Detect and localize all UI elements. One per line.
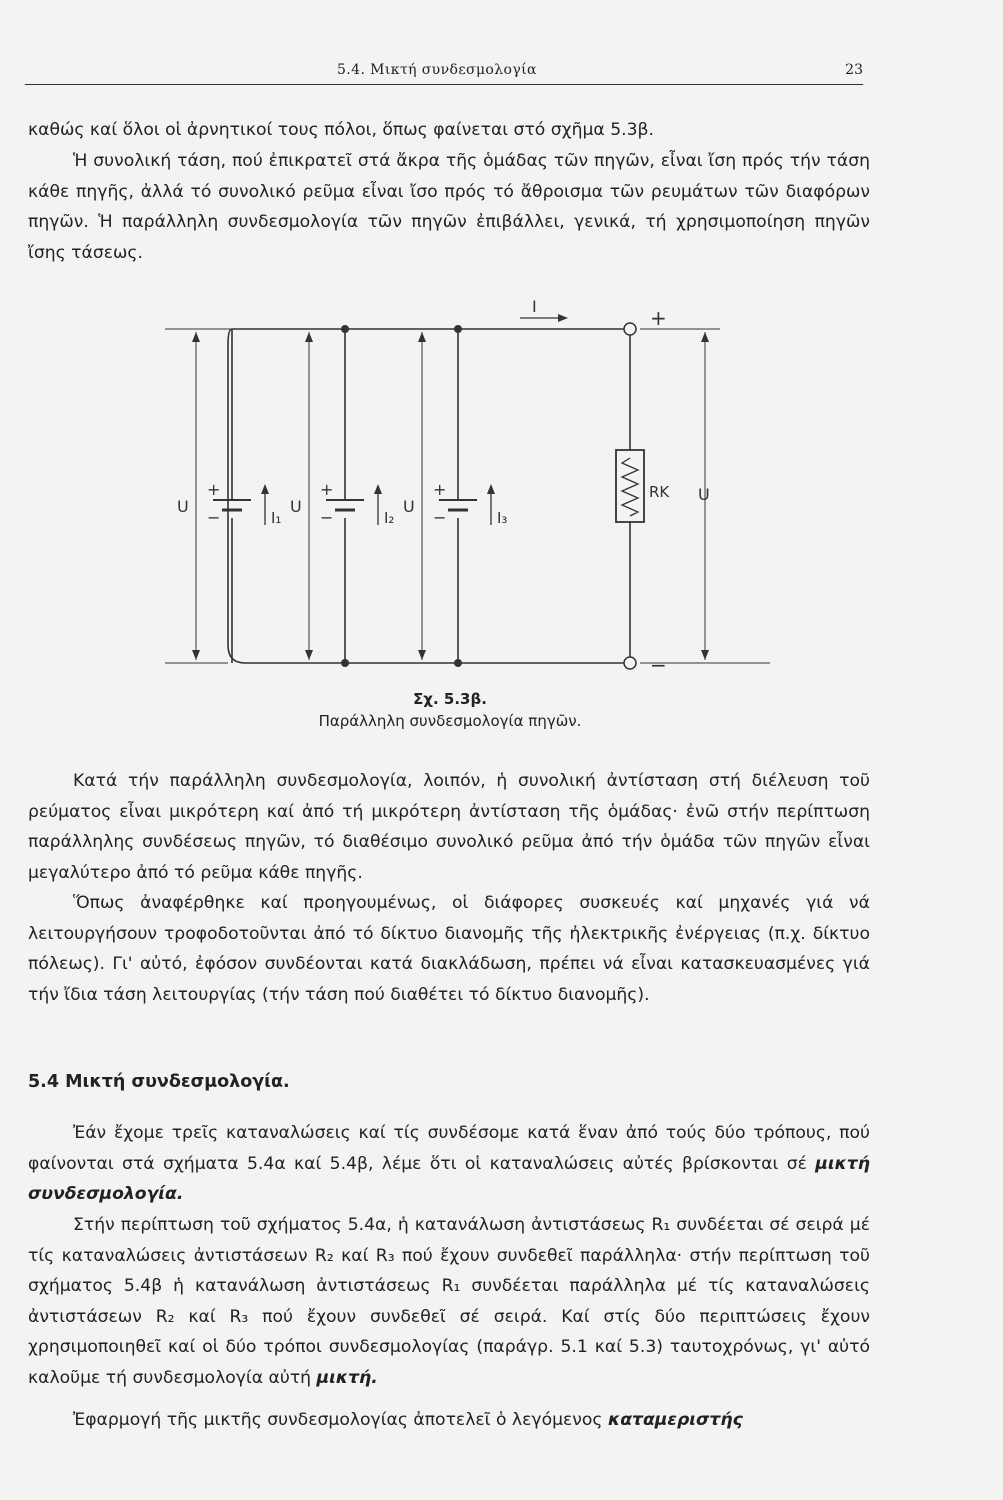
para6-emphasis: μικτή.	[316, 1367, 378, 1388]
section-paragraph-7	[28, 1405, 870, 1436]
running-header	[25, 58, 863, 85]
section-heading: 5.4 Μικτή συνδεσμολογία.	[28, 1072, 290, 1092]
label-plus-terminal: +	[650, 306, 667, 330]
section-paragraph-5	[28, 1118, 870, 1210]
body-paragraph-4: Ὅπως ἀναφέρθηκε καί προηγουμένως, οἱ διάφορες συσκευές καί μηχανές γιά νά λειτουργήσουν τροφοδοτοῦνται ἀπό τό δίκτυο διανομῆς τῆς ἠλεκτρικῆς ἐνέργειας (π.χ. δίκτυο πόλεως). Γι' αὐτό, ἐφόσον συνδέονται κατά διακλάδωση, πρέπει νά εἶναι κατασκευασμένες γιά τήν ἴδια τάση λειτουργίας (τήν τάση πού διαθέτει τό δίκτυο διανομῆς).	[28, 893, 870, 1005]
para7-text: Ἐφαρμογή τῆς μικτῆς συνδεσμολογίας ἀποτελεῖ ὁ λεγόμενος	[73, 1410, 608, 1430]
label-u3: U	[403, 497, 415, 516]
label-i2: I₂	[384, 509, 395, 527]
intro-paragraph-2: Ἡ συνολική τάση, πού ἐπικρατεῖ στά ἄκρα τῆς ὁμάδας τῶν πηγῶν, εἶναι ἴση πρός τήν τάση κάθε πηγῆς, ἀλλά τό συνολικό ρεῦμα εἶναι ἴσο πρός τό ἄθροισμα τῶν ρευμάτων τῶν διαφόρων πηγῶν. Ἡ παράλληλη συνδεσμολογία τῶν πηγῶν ἐπιβάλλει, γενικά, τή χρησιμοποίηση πηγῶν ἴσης τάσεως.	[28, 151, 870, 263]
page-number: 23	[845, 62, 863, 78]
parallel-sources-circuit-diagram	[0, 290, 1003, 690]
battery1-minus: −	[207, 508, 221, 527]
para5-emphasis: μικτή συνδεσμολογία.	[28, 1153, 870, 1204]
para5-text: Ἐάν ἔχομε τρεῖς καταναλώσεις καί τίς συνδέσομε κατά ἕναν ἀπό τούς δύο τρόπους, πού φαίνονται στά σχήματα 5.4α καί 5.4β, λέμε ὅτι οἱ καταναλώσεις αὐτές βρίσκονται σέ	[28, 1123, 870, 1174]
battery3-minus: −	[433, 508, 447, 527]
label-minus-terminal: −	[650, 653, 667, 677]
label-u2: U	[290, 497, 302, 516]
label-current-i: I	[532, 297, 537, 316]
label-u1: U	[177, 497, 189, 516]
para6-text: Στήν περίπτωση τοῦ σχήματος 5.4α, ἡ κατανάλωση ἀντιστάσεως R₁ συνδέεται σέ σειρά μέ τίς καταναλώσεις ἀντιστάσεων R₂ καί R₃ πού ἔχουν συνδεθεῖ παράλληλα· στήν περίπτωση τοῦ σχήματος 5.4β ἡ κατανάλωση ἀντιστάσεως R₁ συνδέεται παράλληλα μέ τίς καταναλώσεις ἀντιστάσεων R₂ καί R₃ πού ἔχουν συνδεθεῖ σέ σειρά. Καί στίς δύο περιπτώσεις ἔχουν χρησιμοποιηθεῖ καί οἱ δύο τρόποι συνδεσμολογίας (παράγρ. 5.1 καί 5.3) ταυτοχρόνως, γι' αὐτό καλοῦμε τή συνδεσμολογία αὐτή	[28, 1215, 870, 1388]
label-i3: I₃	[497, 509, 508, 527]
figure-caption-text: Παράλληλη συνδεσμολογία πηγῶν.	[318, 712, 582, 730]
para7-emphasis: καταμεριστής	[607, 1410, 743, 1430]
label-rk: RK	[649, 483, 670, 501]
section-paragraph-6	[28, 1210, 870, 1393]
battery2-minus: −	[320, 508, 334, 527]
battery3-plus: +	[433, 480, 447, 499]
battery1-plus: +	[207, 480, 221, 499]
header-section-title: 5.4. Μικτή συνδεσμολογία	[337, 62, 537, 78]
figure-caption	[200, 688, 700, 732]
body-paragraph-3: Κατά τήν παράλληλη συνδεσμολογία, λοιπόν, ἡ συνολική ἀντίσταση στή διέλευση τοῦ ρεύματος εἶναι μικρότερη καί ἀπό τή μικρότερη ἀντίσταση τῆς ὁμάδας· ἐνῶ στήν περίπτωση παράλληλης συνδέσεως πηγῶν, τό διαθέσιμο συνολικό ρεῦμα ἀπό τήν ὁμάδα τῶν πηγῶν εἶναι μεγαλύτερο ἀπό τό ρεῦμα κάθε πηγῆς.	[28, 771, 870, 883]
label-u-load: U	[698, 485, 710, 504]
figure-caption-number: Σχ. 5.3β.	[413, 690, 487, 708]
label-i1: I₁	[271, 509, 282, 527]
battery2-plus: +	[320, 480, 334, 499]
intro-paragraph-1: καθώς καί ὅλοι οἱ ἀρνητικοί τους πόλοι, ὅπως φαίνεται στό σχῆμα 5.3β.	[28, 120, 654, 140]
